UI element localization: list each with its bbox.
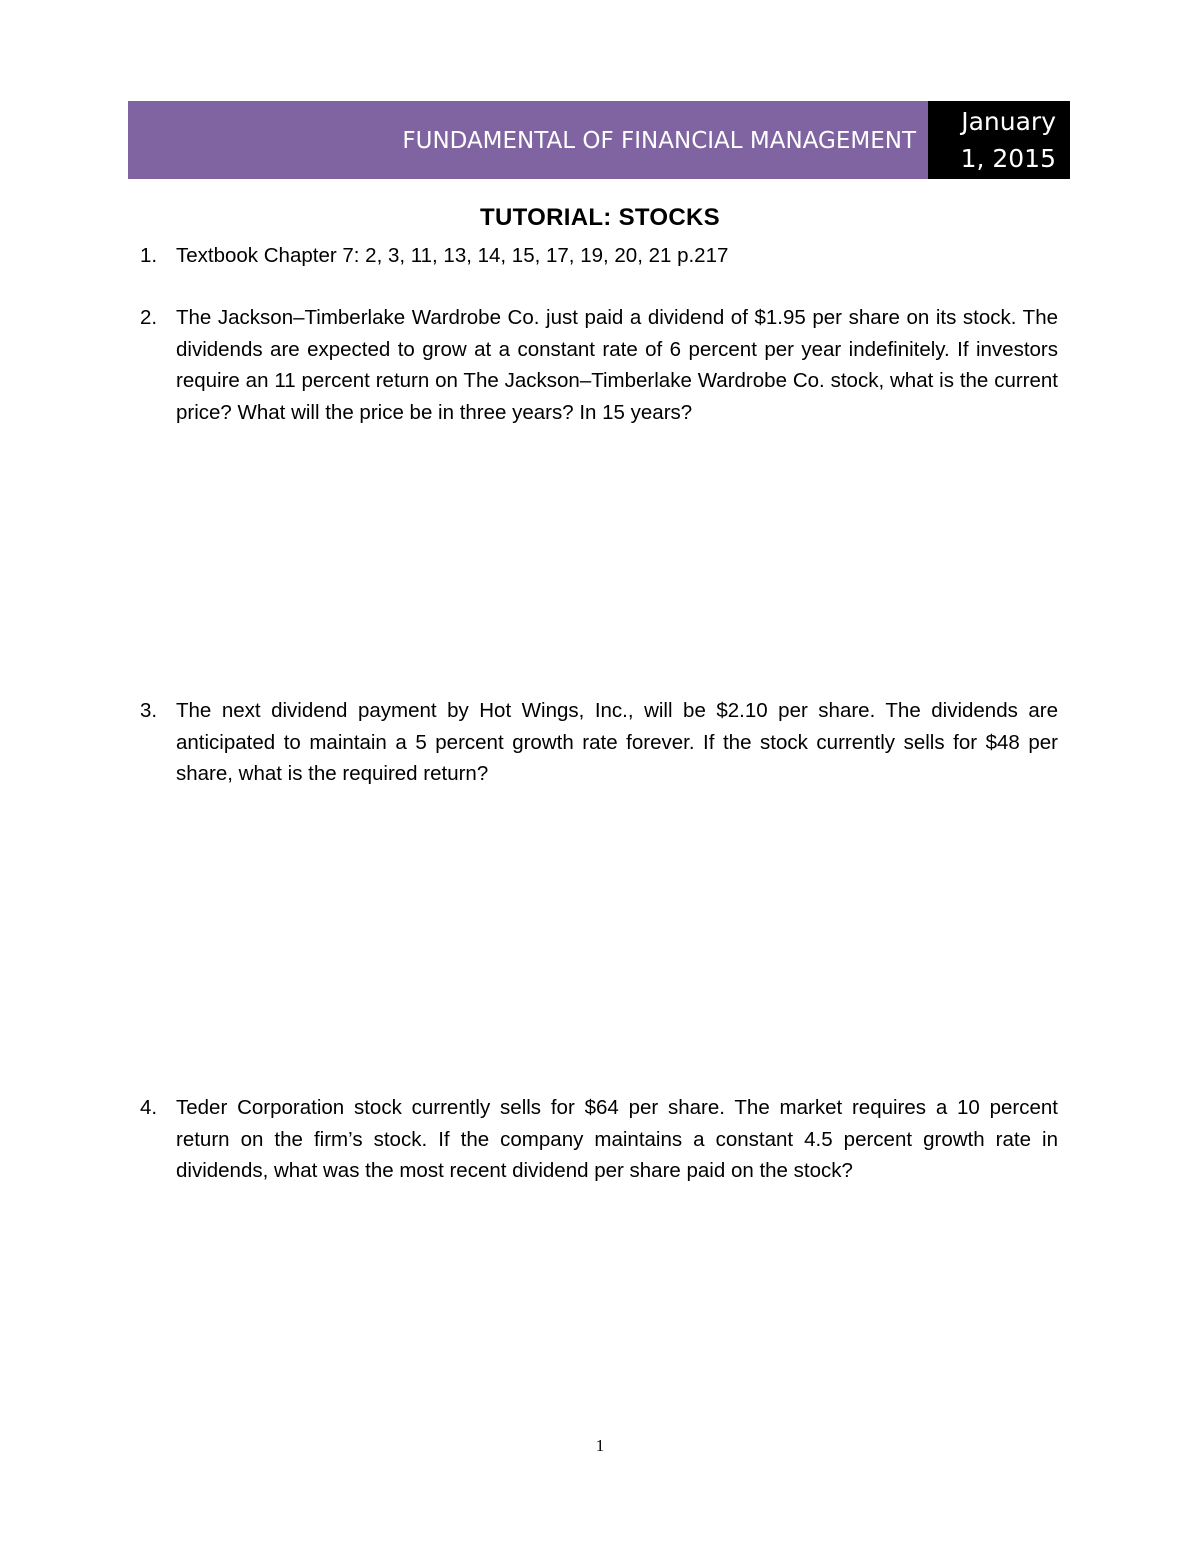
question-text: Teder Corporation stock currently sells for $64 per share. The market requires a 10 percent return on the firm’s stock. If the company maintains a constant 4.5 percent growth rate in dividends, what was the most recent dividend per share paid on the stock?	[176, 1096, 1058, 1182]
document-header	[128, 101, 1070, 179]
question-number: 3.	[140, 699, 158, 722]
header-date-line2: 1, 2015	[960, 144, 1056, 173]
question-text: The next dividend payment by Hot Wings, Inc., will be $2.10 per share. The dividends are anticipated to maintain a 5 percent growth rate forever. If the stock currently sells for $48 per share, what is the required return?	[176, 699, 1058, 785]
header-title: FUNDAMENTAL OF FINANCIAL MANAGEMENT	[402, 128, 916, 154]
question-text: The Jackson–Timberlake Wardrobe Co. just paid a dividend of $1.95 per share on its stock. The dividends are expected to grow at a constant rate of 6 percent per year indefinitely. If investors require an 11 percent return on The Jackson–Timberlake Wardrobe Co. stock, what is the current price? What will the price be in three years? In 15 years?	[176, 306, 1058, 424]
question-number: 4.	[140, 1096, 158, 1119]
header-date-line1: January	[961, 107, 1056, 136]
page-number: 1	[595, 1436, 605, 1455]
question-text: Textbook Chapter 7: 2, 3, 11, 13, 14, 15, 17, 19, 20, 21 p.217	[176, 244, 729, 267]
question-3	[140, 695, 1058, 790]
question-1	[140, 240, 1058, 272]
question-4	[140, 1092, 1058, 1187]
question-2	[140, 302, 1058, 428]
header-date-box	[928, 101, 1070, 179]
header-title-box	[128, 101, 928, 179]
question-number: 1.	[140, 244, 158, 267]
question-number: 2.	[140, 306, 158, 329]
page-title: TUTORIAL: STOCKS	[480, 204, 720, 231]
